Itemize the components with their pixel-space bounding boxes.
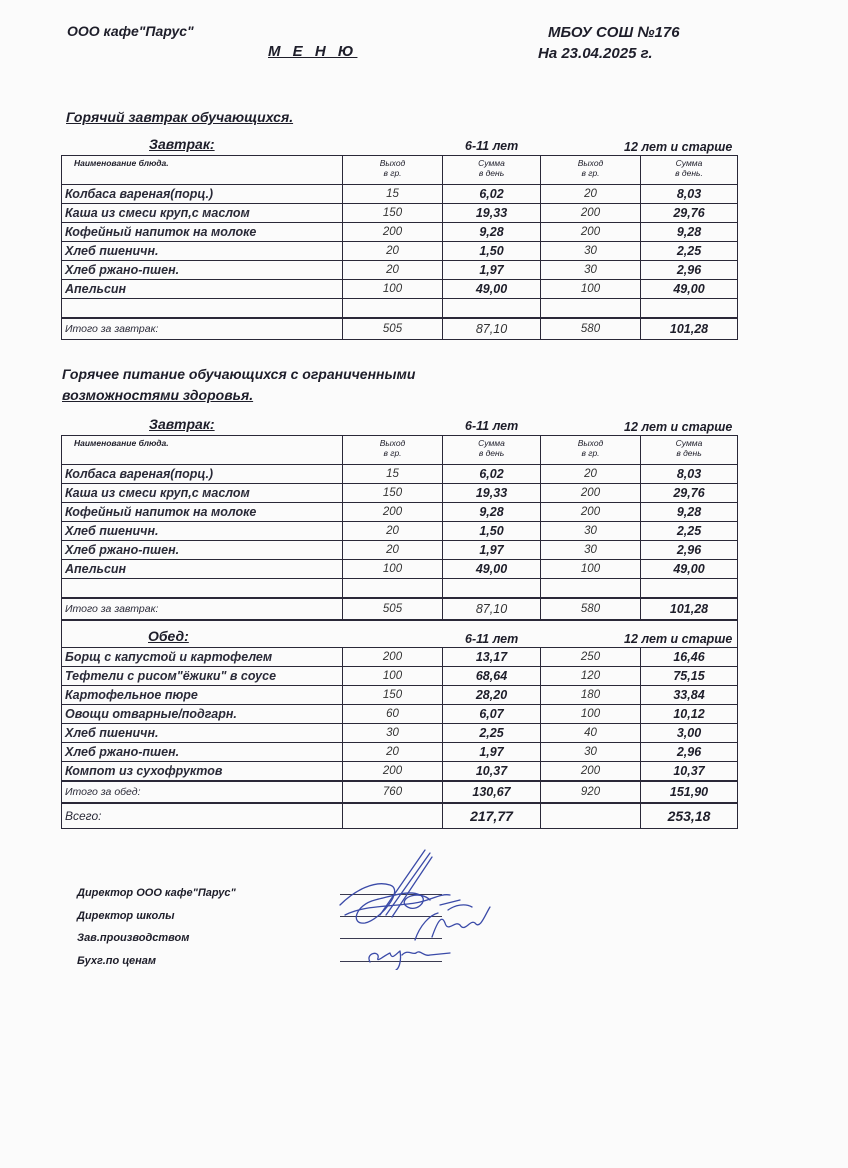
- total-price-12plus: 101,28: [641, 598, 738, 620]
- lunch-header-container: [62, 621, 737, 647]
- dish-name: Овощи отварные/подгарн.: [62, 705, 343, 724]
- dish-name: Кофейный напиток на молоке: [62, 223, 343, 242]
- price-6-11: 1,97: [443, 541, 541, 560]
- blank-cell: [541, 579, 641, 599]
- column-header-price-6-11: [443, 436, 541, 465]
- signature-role: Бухг.по ценам: [77, 954, 156, 967]
- signature-role: Директор школы: [77, 909, 175, 922]
- total-label: Итого за завтрак:: [62, 318, 343, 340]
- grand-total-12plus: 253,18: [641, 803, 738, 829]
- column-header-dish: Наименование блюда.: [62, 156, 343, 185]
- blank-cell: [443, 579, 541, 599]
- price-6-11: 6,02: [443, 465, 541, 484]
- header-line: Выход: [379, 158, 406, 168]
- header-line: в гр.: [383, 168, 402, 178]
- signature-stroke: [440, 900, 472, 910]
- column-header-price-12plus: [641, 156, 738, 185]
- signature-roles: [77, 882, 236, 972]
- dish-name: Картофельное пюре: [62, 686, 343, 705]
- dish-name: Хлеб пшеничн.: [62, 724, 343, 743]
- price-12plus: 75,15: [641, 667, 738, 686]
- total-label: Итого за обед:: [62, 781, 343, 803]
- price-6-11: 10,37: [443, 762, 541, 782]
- portion-6-11: 20: [343, 522, 443, 541]
- portion-6-11: 150: [343, 484, 443, 503]
- lunch-section-header-cell: [62, 620, 738, 648]
- breakfast-label: Завтрак:: [149, 416, 215, 432]
- portion-12plus: 200: [541, 503, 641, 522]
- price-12plus: 2,96: [641, 541, 738, 560]
- dish-name: Каша из смеси круп,с маслом: [62, 204, 343, 223]
- portion-12plus: 200: [541, 484, 641, 503]
- price-12plus: 2,25: [641, 242, 738, 261]
- company-name: ООО кафе"Парус": [67, 23, 194, 39]
- header-line: Сумма: [478, 438, 505, 448]
- school-name: МБОУ СОШ №176: [548, 24, 680, 41]
- lunch-section-header: [62, 620, 738, 648]
- portion-6-11: 20: [343, 743, 443, 762]
- price-6-11: 6,02: [443, 185, 541, 204]
- grand-total-6-11: 217,77: [443, 803, 541, 829]
- dish-name: Компот из сухофруктов: [62, 762, 343, 782]
- signature-stroke: [415, 907, 490, 940]
- blank-cell: [62, 299, 343, 319]
- price-12plus: 10,37: [641, 762, 738, 782]
- special-needs-table: [61, 435, 738, 829]
- menu-date: На 23.04.2025 г.: [538, 45, 653, 62]
- portion-12plus: 200: [541, 762, 641, 782]
- portion-12plus: 20: [541, 185, 641, 204]
- table-row: [62, 686, 738, 705]
- portion-6-11: 30: [343, 724, 443, 743]
- price-6-11: 1,50: [443, 522, 541, 541]
- portion-12plus: 30: [541, 522, 641, 541]
- column-header-dish: Наименование блюда.: [62, 436, 343, 465]
- dish-name: Колбаса вареная(порц.): [62, 465, 343, 484]
- table-row: [62, 503, 738, 522]
- total-row: [62, 598, 738, 620]
- price-12plus: 9,28: [641, 503, 738, 522]
- breakfast-label: Завтрак:: [149, 136, 215, 152]
- age-group-6-11: 6-11 лет: [465, 419, 519, 433]
- price-12plus: 8,03: [641, 185, 738, 204]
- blank-cell: [541, 803, 641, 829]
- price-12plus: 8,03: [641, 465, 738, 484]
- price-12plus: 33,84: [641, 686, 738, 705]
- price-12plus: 2,96: [641, 743, 738, 762]
- price-6-11: 68,64: [443, 667, 541, 686]
- price-6-11: 19,33: [443, 484, 541, 503]
- portion-6-11: 15: [343, 185, 443, 204]
- header-line: в гр.: [581, 448, 600, 458]
- price-12plus: 10,12: [641, 705, 738, 724]
- portion-6-11: 100: [343, 667, 443, 686]
- breakfast-table: [61, 155, 738, 340]
- blank-row: [62, 579, 738, 599]
- portion-6-11: 20: [343, 242, 443, 261]
- total-portion-12plus: 580: [541, 318, 641, 340]
- portion-6-11: 20: [343, 261, 443, 280]
- total-portion-12plus: 580: [541, 598, 641, 620]
- blank-cell: [62, 579, 343, 599]
- portion-6-11: 60: [343, 705, 443, 724]
- dish-name: Борщ с капустой и картофелем: [62, 648, 343, 667]
- dish-name: Хлеб ржано-пшен.: [62, 743, 343, 762]
- total-label: Итого за завтрак:: [62, 598, 343, 620]
- section-hot-breakfast-title: Горячий завтрак обучающихся.: [66, 109, 294, 125]
- age-group-12-plus: 12 лет и старше: [624, 632, 733, 646]
- portion-12plus: 30: [541, 261, 641, 280]
- handwritten-signatures: [320, 845, 520, 970]
- portion-6-11: 100: [343, 280, 443, 299]
- total-portion-12plus: 920: [541, 781, 641, 803]
- portion-6-11: 150: [343, 204, 443, 223]
- column-header-portion-12plus: [541, 436, 641, 465]
- price-6-11: 49,00: [443, 560, 541, 579]
- column-header-price-6-11: [443, 156, 541, 185]
- portion-12plus: 30: [541, 743, 641, 762]
- blank-cell: [641, 579, 738, 599]
- total-price-6-11: 87,10: [443, 598, 541, 620]
- price-6-11: 2,25: [443, 724, 541, 743]
- table-row: [62, 522, 738, 541]
- blank-cell: [343, 803, 443, 829]
- age-group-6-11: 6-11 лет: [465, 139, 519, 153]
- header-line: в гр.: [581, 168, 600, 178]
- price-6-11: 9,28: [443, 503, 541, 522]
- price-6-11: 19,33: [443, 204, 541, 223]
- table-row: [62, 762, 738, 782]
- portion-6-11: 200: [343, 762, 443, 782]
- price-6-11: 1,97: [443, 261, 541, 280]
- portion-12plus: 100: [541, 560, 641, 579]
- total-price-12plus: 101,28: [641, 318, 738, 340]
- age-group-6-11: 6-11 лет: [465, 632, 519, 646]
- lunch-label: Обед:: [148, 628, 189, 644]
- portion-12plus: 120: [541, 667, 641, 686]
- header-line: в день: [676, 448, 702, 458]
- header-line: в день: [478, 448, 505, 458]
- portion-12plus: 250: [541, 648, 641, 667]
- portion-12plus: 100: [541, 705, 641, 724]
- header-line: Сумма: [478, 158, 505, 168]
- total-portion-6-11: 505: [343, 598, 443, 620]
- table-row: [62, 541, 738, 560]
- price-6-11: 1,50: [443, 242, 541, 261]
- table-row: [62, 223, 738, 242]
- price-6-11: 49,00: [443, 280, 541, 299]
- dish-name: Кофейный напиток на молоке: [62, 503, 343, 522]
- blank-cell: [641, 299, 738, 319]
- blank-cell: [343, 299, 443, 319]
- table-row: [62, 484, 738, 503]
- table-row: [62, 667, 738, 686]
- price-6-11: 9,28: [443, 223, 541, 242]
- section-special-needs-title-line1: Горячее питание обучающихся с ограниченными: [62, 366, 416, 382]
- total-price-6-11: 87,10: [443, 318, 541, 340]
- price-6-11: 1,97: [443, 743, 541, 762]
- portion-6-11: 200: [343, 648, 443, 667]
- portion-12plus: 30: [541, 242, 641, 261]
- dish-name: Каша из смеси круп,с маслом: [62, 484, 343, 503]
- price-12plus: 16,46: [641, 648, 738, 667]
- price-12plus: 9,28: [641, 223, 738, 242]
- signature-stroke: [369, 951, 450, 970]
- header-line: Выход: [577, 438, 604, 448]
- dish-name: Хлеб пшеничн.: [62, 242, 343, 261]
- table-row: [62, 560, 738, 579]
- table-row: [62, 724, 738, 743]
- table-row: [62, 648, 738, 667]
- portion-12plus: 200: [541, 204, 641, 223]
- grand-total-label: Всего:: [62, 803, 343, 829]
- price-12plus: 29,76: [641, 204, 738, 223]
- signature-role: Зав.производством: [77, 932, 190, 944]
- dish-name: Колбаса вареная(порц.): [62, 185, 343, 204]
- price-12plus: 2,25: [641, 522, 738, 541]
- price-12plus: 3,00: [641, 724, 738, 743]
- header-line: Сумма: [675, 158, 703, 168]
- header-line: в гр.: [383, 448, 402, 458]
- table-header-row: [62, 156, 738, 185]
- price-6-11: 13,17: [443, 648, 541, 667]
- total-price-12plus: 151,90: [641, 781, 738, 803]
- portion-6-11: 20: [343, 541, 443, 560]
- column-header-price-12plus: [641, 436, 738, 465]
- grand-total-row: [62, 803, 738, 829]
- header-line: Выход: [379, 438, 406, 448]
- header-line: Сумма: [675, 438, 703, 448]
- table-row: [62, 465, 738, 484]
- dish-name: Тефтели с рисом"ёжики" в соусе: [62, 667, 343, 686]
- price-12plus: 29,76: [641, 484, 738, 503]
- portion-12plus: 40: [541, 724, 641, 743]
- table-row: [62, 261, 738, 280]
- table-row: [62, 242, 738, 261]
- dish-name: Апельсин: [62, 280, 343, 299]
- dish-name: Хлеб пшеничн.: [62, 522, 343, 541]
- blank-cell: [343, 579, 443, 599]
- price-6-11: 6,07: [443, 705, 541, 724]
- blank-cell: [541, 299, 641, 319]
- blank-row: [62, 299, 738, 319]
- price-12plus: 49,00: [641, 280, 738, 299]
- column-header-portion-12plus: [541, 156, 641, 185]
- portion-6-11: 15: [343, 465, 443, 484]
- table-row: [62, 743, 738, 762]
- signature-role: Директор ООО кафе"Парус": [77, 887, 236, 899]
- total-portion-6-11: 505: [343, 318, 443, 340]
- portion-12plus: 30: [541, 541, 641, 560]
- page-title: М Е Н Ю: [268, 43, 358, 60]
- portion-12plus: 180: [541, 686, 641, 705]
- price-6-11: 28,20: [443, 686, 541, 705]
- portion-6-11: 200: [343, 503, 443, 522]
- age-group-12-plus: 12 лет и старше: [624, 140, 733, 154]
- table-row: [62, 204, 738, 223]
- total-row: [62, 318, 738, 340]
- age-group-12-plus: 12 лет и старше: [624, 420, 733, 434]
- dish-name: Апельсин: [62, 560, 343, 579]
- column-header-portion-6-11: [343, 436, 443, 465]
- dish-name: Хлеб ржано-пшен.: [62, 261, 343, 280]
- table-row: [62, 705, 738, 724]
- table-header-row: [62, 436, 738, 465]
- table-row: [62, 280, 738, 299]
- portion-12plus: 200: [541, 223, 641, 242]
- total-price-6-11: 130,67: [443, 781, 541, 803]
- lunch-total-row: [62, 781, 738, 803]
- dish-name: Хлеб ржано-пшен.: [62, 541, 343, 560]
- portion-12plus: 20: [541, 465, 641, 484]
- portion-6-11: 150: [343, 686, 443, 705]
- portion-12plus: 100: [541, 280, 641, 299]
- blank-cell: [443, 299, 541, 319]
- portion-6-11: 200: [343, 223, 443, 242]
- header-line: в день.: [675, 168, 703, 178]
- header-line: Выход: [577, 158, 604, 168]
- total-portion-6-11: 760: [343, 781, 443, 803]
- table-row: [62, 185, 738, 204]
- portion-6-11: 100: [343, 560, 443, 579]
- column-header-portion-6-11: [343, 156, 443, 185]
- header-line: в день: [478, 168, 505, 178]
- price-12plus: 49,00: [641, 560, 738, 579]
- section-special-needs-title-line2: возможностями здоровья.: [62, 387, 254, 403]
- price-12plus: 2,96: [641, 261, 738, 280]
